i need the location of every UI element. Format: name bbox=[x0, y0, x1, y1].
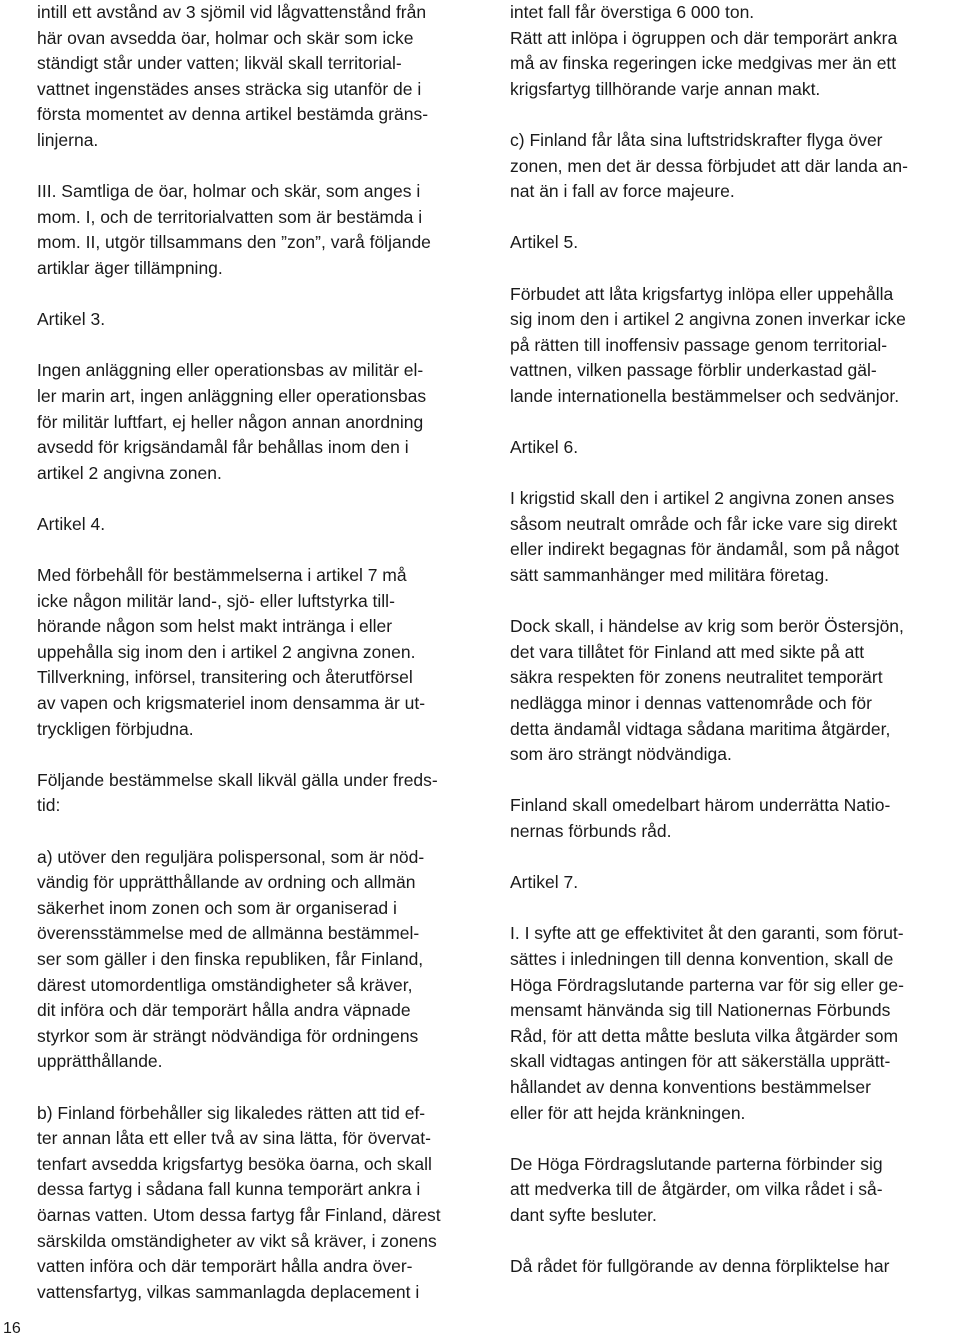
text-line: nernas förbunds råd. bbox=[510, 821, 672, 841]
text-line: artikel 2 angivna zonen. bbox=[37, 462, 222, 483]
text-line: eller för att hejda kränkningen. bbox=[510, 1102, 746, 1123]
text-line: öarnas vatten. Utom dessa fartyg får Finland, därest bbox=[37, 1204, 441, 1225]
text-line: för militär luftfart, ej heller någon annan anordning bbox=[37, 411, 424, 432]
text-line: Följande bestämmelse skall likväl gälla under freds- bbox=[37, 769, 438, 790]
text-line: avsedd för krigsändamål får behållas inom den i bbox=[37, 437, 409, 458]
text-line: dant syfte besluter. bbox=[510, 1204, 657, 1225]
paragraph bbox=[510, 1254, 960, 1280]
text-line: sättes i inledningen till denna konvention, skall de bbox=[510, 948, 894, 969]
text-line: ler marin art, ingen anläggning eller operationsbas bbox=[37, 385, 427, 406]
text-line: nedlägga minor i dennas vattenområde och för bbox=[510, 693, 872, 714]
text-line: första momentet av denna artikel bestämda gräns- bbox=[37, 104, 429, 125]
text-line: upprätthållande. bbox=[37, 1051, 163, 1072]
text-line: Förbudet att låta krigsfartyg inlöpa eller uppehålla bbox=[510, 283, 894, 304]
text-line: att medverka till de åtgärder, om vilka rådet i så- bbox=[510, 1179, 883, 1200]
text-line: artiklar äger tillämpning. bbox=[37, 257, 223, 278]
text-line: säkra respekten för zonens neutralitet temporärt bbox=[510, 667, 883, 688]
text-line: zonen, men det är dessa förbjudet att där landa an- bbox=[510, 155, 908, 176]
paragraph bbox=[510, 0, 960, 102]
text-line: vattnet ingenstädes anses sträcka sig utanför de i bbox=[37, 78, 422, 99]
text-line: Höga Fördragslutande parterna var för sig eller ge- bbox=[510, 974, 904, 995]
text-line: Tillverkning, införsel, transitering och återutförsel bbox=[37, 667, 413, 688]
paragraph bbox=[510, 435, 960, 461]
text-line: intet fall får överstiga 6 000 ton. bbox=[510, 2, 755, 22]
text-line: III. Samtliga de öar, holmar och skär, som anges i bbox=[37, 181, 421, 202]
text-line: här ovan avsedda öar, holmar och skär som icke bbox=[37, 27, 414, 48]
text-line: sätt sammanhänger med militära företag. bbox=[510, 565, 830, 586]
text-line: Dock skall, i händelse av krig som berör Östersjön, bbox=[510, 616, 904, 637]
text-line: b) Finland förbehåller sig likaledes rätten att tid ef- bbox=[37, 1102, 426, 1123]
text-line: Då rådet för fullgörande av denna förpliktelse har bbox=[510, 1256, 890, 1277]
text-line: Artikel 5. bbox=[510, 232, 579, 253]
text-line: vattnen, vilken passage förblir underkastad gäl- bbox=[510, 360, 877, 381]
left-column bbox=[37, 0, 489, 1331]
text-line: tid: bbox=[37, 795, 61, 816]
paragraph bbox=[37, 512, 489, 538]
text-line: må av finska regeringen icke medgivas mer än ett bbox=[510, 53, 897, 74]
paragraph bbox=[510, 793, 960, 844]
text-line: hållandet av denna konventions bestämmelser bbox=[510, 1076, 871, 1097]
paragraph bbox=[510, 486, 960, 588]
text-line: mom. I, och de territorialvatten som är bestämda i bbox=[37, 206, 423, 227]
text-line: detta ändamål vidtaga sådana maritima åtgärder, bbox=[510, 718, 891, 739]
text-line: vatten införa och där temporärt hålla andra över- bbox=[37, 1256, 413, 1277]
text-line: De Höga Fördragslutande parterna förbinder sig bbox=[510, 1153, 883, 1174]
text-line: Artikel 7. bbox=[510, 872, 579, 893]
paragraph bbox=[37, 768, 489, 819]
paragraph bbox=[37, 0, 489, 154]
text-line: dessa fartyg i sådana fall kunna temporärt ankra i bbox=[37, 1179, 421, 1200]
paragraph bbox=[37, 563, 489, 742]
text-line: intill ett avstånd av 3 sjömil vid lågvattenstånd från bbox=[37, 2, 427, 22]
text-line: sig inom den i artikel 2 angivna zonen inverkar icke bbox=[510, 309, 906, 330]
text-line: Finland skall omedelbart härom underrätta Natio- bbox=[510, 795, 891, 816]
text-line: skall vidtagas antingen för att säkerställa upprätt- bbox=[510, 1051, 891, 1072]
text-line: Med förbehåll för bestämmelserna i artikel 7 må bbox=[37, 565, 407, 586]
text-line: vändig för upprätthållande av ordning och allmän bbox=[37, 872, 416, 893]
text-line: som äro strängt nödvändiga. bbox=[510, 744, 732, 765]
text-line: Råd, för att detta måtte besluta vilka åtgärder som bbox=[510, 1025, 899, 1046]
text-line: linjerna. bbox=[37, 129, 99, 150]
text-line: eller indirekt begagnas för ändamål, som på något bbox=[510, 539, 900, 560]
paragraph bbox=[510, 921, 960, 1126]
text-line: på rätten till inoffensiv passage genom territorial- bbox=[510, 334, 888, 355]
text-line: mensamt hänvända sig till Nationernas Förbunds bbox=[510, 1000, 891, 1021]
paragraph bbox=[37, 307, 489, 333]
text-line: nat än i fall av force majeure. bbox=[510, 181, 735, 202]
text-line: det vara tillåtet för Finland att med sikte på att bbox=[510, 641, 865, 662]
paragraph bbox=[37, 358, 489, 486]
text-line: c) Finland får låta sina luftstridskrafter flyga över bbox=[510, 129, 883, 150]
text-line: därest utomordentliga omständigheter så kräver, bbox=[37, 974, 413, 995]
text-line: Rätt att inlöpa i ögruppen och där temporärt ankra bbox=[510, 27, 898, 48]
right-column bbox=[510, 0, 960, 1305]
text-line: hörande någon som helst makt intränga i eller bbox=[37, 616, 393, 637]
text-line: Artikel 4. bbox=[37, 513, 106, 534]
text-line: ser som gäller i den finska republiken, får Finland, bbox=[37, 948, 424, 969]
text-line: krigsfartyg tillhörande varje annan makt. bbox=[510, 78, 821, 99]
text-line: såsom neutralt område och får icke vare sig direkt bbox=[510, 513, 898, 534]
text-line: ständigt står under vatten; likväl skall territorial- bbox=[37, 53, 402, 74]
text-line: styrkor som är strängt nödvändiga för ordningens bbox=[37, 1025, 419, 1046]
text-line: särskilda omständigheter av vikt så kräver, i zonens bbox=[37, 1230, 437, 1251]
text-line: icke någon militär land-, sjö- eller luftstyrka till- bbox=[37, 590, 395, 611]
paragraph bbox=[510, 230, 960, 256]
paragraph bbox=[510, 870, 960, 896]
text-line: lande internationella bestämmelser och sedvänjor. bbox=[510, 385, 900, 406]
page-number: 16 bbox=[3, 1320, 21, 1337]
text-line: mom. II, utgör tillsammans den ”zon”, varå följande bbox=[37, 232, 431, 253]
paragraph bbox=[510, 282, 960, 410]
text-line: Ingen anläggning eller operationsbas av militär el- bbox=[37, 360, 424, 381]
text-line: Artikel 3. bbox=[37, 309, 106, 330]
paragraph bbox=[37, 845, 489, 1075]
text-line: uppehålla sig inom den i artikel 2 angivna zonen. bbox=[37, 641, 416, 662]
text-line: Artikel 6. bbox=[510, 437, 579, 458]
text-line: a) utöver den reguljära polispersonal, som är nöd- bbox=[37, 846, 425, 867]
paragraph bbox=[510, 128, 960, 205]
text-line: tryckligen förbjudna. bbox=[37, 718, 194, 739]
text-line: av vapen och krigsmateriel inom densamma är ut- bbox=[37, 693, 426, 714]
text-line: I krigstid skall den i artikel 2 angivna zonen anses bbox=[510, 488, 895, 509]
paragraph bbox=[510, 1152, 960, 1229]
text-line: vattensfartyg, vilkas sammanlagda deplacement i bbox=[37, 1281, 420, 1302]
text-line: ter annan låta ett eller två av sina lätta, för övervat- bbox=[37, 1128, 431, 1149]
text-line: I. I syfte att ge effektivitet åt den garanti, som förut- bbox=[510, 923, 904, 944]
text-line: tenfart avsedda krigsfartyg besöka öarna, och skall bbox=[37, 1153, 432, 1174]
text-line: säkerhet inom zonen och som är organiserad i bbox=[37, 897, 397, 918]
text-line: överensstämmelse med de allmänna bestämmel- bbox=[37, 923, 420, 944]
paragraph bbox=[510, 614, 960, 768]
paragraph bbox=[37, 179, 489, 281]
paragraph bbox=[37, 1101, 489, 1306]
text-line: dit införa och där temporärt hålla andra väpnade bbox=[37, 1000, 411, 1021]
